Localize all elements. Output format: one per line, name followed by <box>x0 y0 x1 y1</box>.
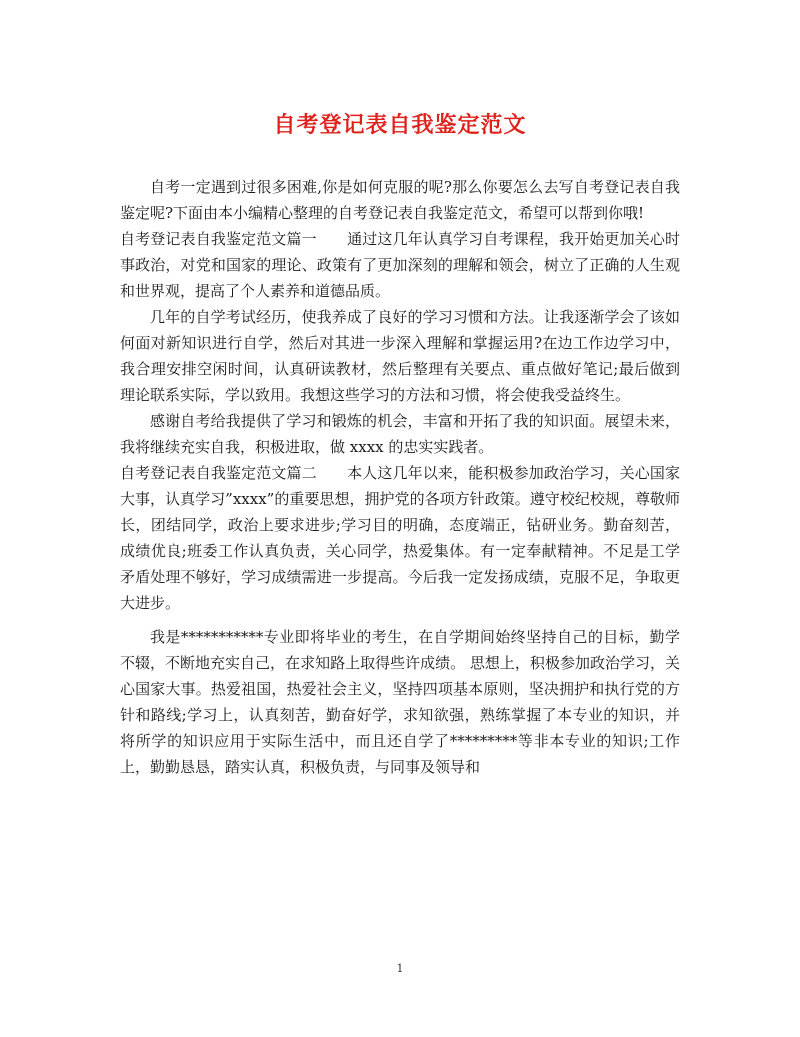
paragraph-graduate: 我是***********专业即将毕业的考生，在自学期间始终坚持自己的目标，勤学不辍，不断地充实自己，在求知路上取得些许成绩。 思想上，积极参加政治学习，关心国家大事。热爱祖国，热爱社会主义，坚持四项基本原则，坚决拥护和执行党的方针和路线;学习上，认真刻苦，勤奋好学，求知欲强，熟练掌握了本专业的知识，并将所学的知识应用于实际生活中，而且还自学了*********等非本专业的知识;工作上，勤勤恳恳，踏实认真，积极负责，与同事及领导和 <box>120 628 680 776</box>
paragraph-sample-two: 自考登记表自我鉴定范文篇二 本人这几年以来，能积极参加政治学习，关心国家大事，认真学习”xxxx”的重要思想，拥护党的各项方针政策。遵守校纪校规，尊敬师长，团结同学，政治上要求进步;学习目的明确，态度端正，钻研业务。勤奋刻苦，成绩优良;班委工作认真负责，关心同学，热爱集体。有一定奉献精神。不足是工学矛盾处理不够好，学习成绩需进一步提高。今后我一定发扬成绩，克服不足，争取更大进步。 <box>120 464 680 612</box>
paragraph-gratitude: 感谢自考给我提供了学习和锻炼的机会，丰富和开拓了我的知识面。展望未来，我将继续充实自我，积极进取，做 xxxx 的忠实实践者。 <box>120 412 680 456</box>
paragraph-study-habits: 几年的自学考试经历，使我养成了良好的学习习惯和方法。让我逐渐学会了该如何面对新知识进行自学，然后对其进一步深入理解和掌握运用?在边工作边学习中，我合理安排空闲时间，认真研读教材，然后整理有关要点、重点做好笔记;最后做到理论联系实际，学以致用。我想这些学习的方法和习惯，将会使我受益终生。 <box>120 308 680 404</box>
paragraph-sample-one: 自考登记表自我鉴定范文篇一 通过这几年认真学习自考课程，我开始更加关心时事政治，对党和国家的理论、政策有了更加深刻的理解和领会，树立了正确的人生观和世界观，提高了个人素养和道德品质。 <box>120 230 680 300</box>
document-body <box>120 174 680 780</box>
paragraph-intro: 自考一定遇到过很多困难,你是如何克服的呢?那么你要怎么去写自考登记表自我鉴定呢?下面由本小编精心整理的自考登记表自我鉴定范文，希望可以帮到你哦! <box>120 178 680 222</box>
page-number: 1 <box>396 962 404 975</box>
document-title: 自考登记表自我鉴定范文 <box>273 113 527 138</box>
